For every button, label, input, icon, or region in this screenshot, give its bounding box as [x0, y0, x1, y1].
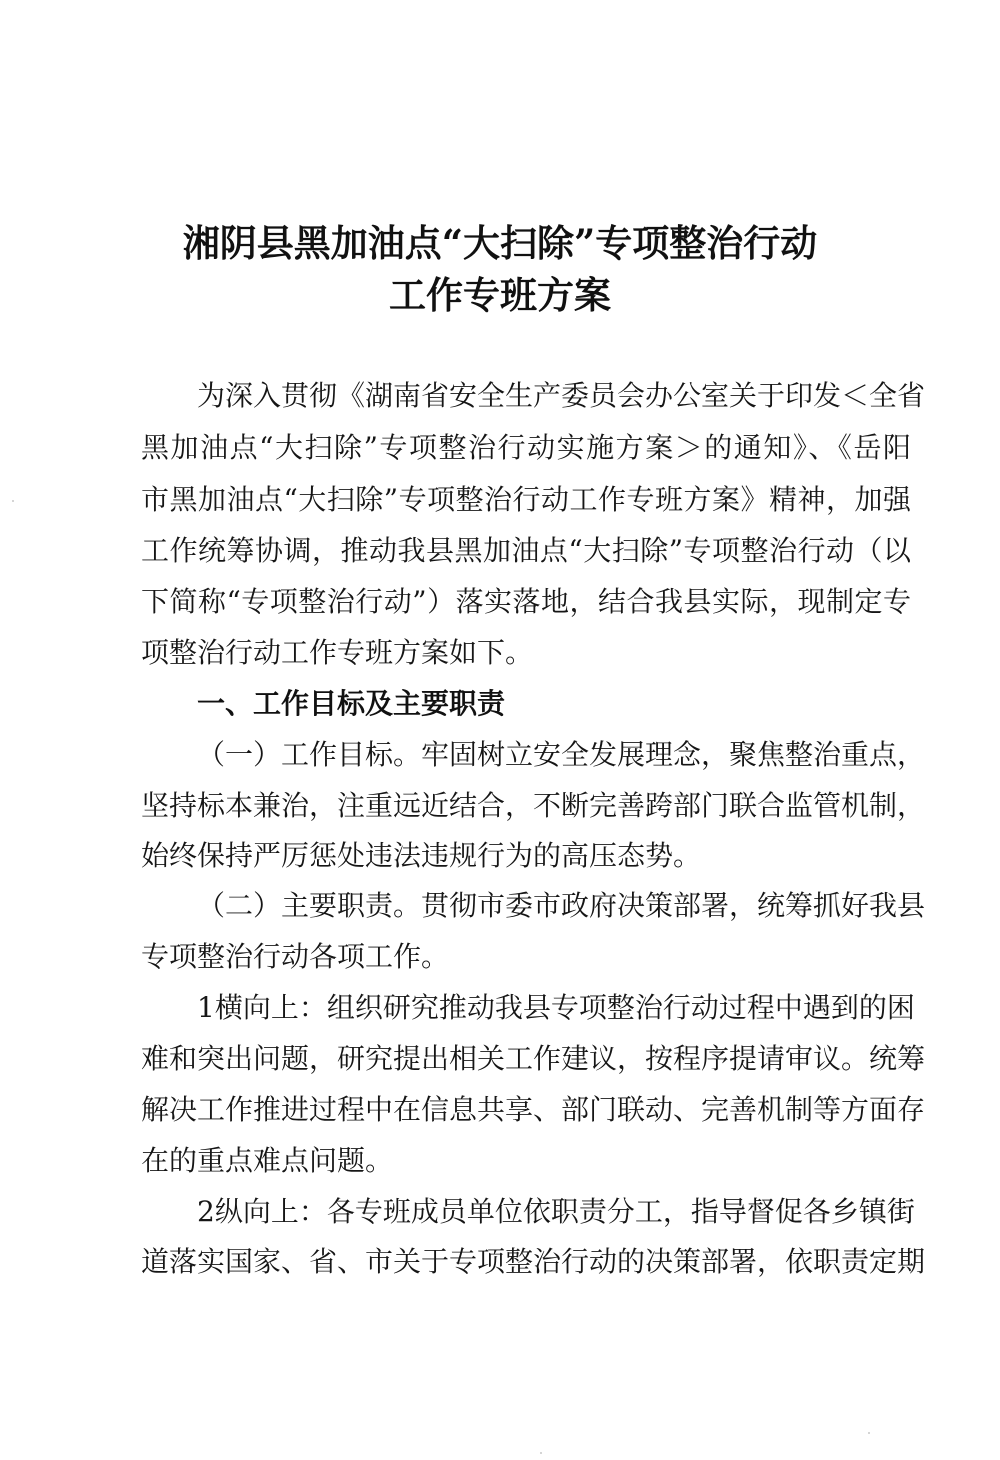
- scan-speck: [12, 500, 14, 502]
- duty-line-1: （二）主要职责。贯彻市委市政府决策部署，统筹抓好我县: [197, 889, 926, 922]
- intro-line-5: 下简称“专项整治行动”）落实落地，结合我县实际，现制定专: [141, 585, 911, 618]
- intro-line-4: 工作统筹协调，推动我县黑加油点“大扫除”专项整治行动（以: [141, 534, 911, 567]
- scan-speck: [868, 1432, 870, 1434]
- section-heading: 一、工作目标及主要职责: [197, 687, 506, 720]
- item2-line-2: 道落实国家、省、市关于专项整治行动的决策部署，依职责定期: [141, 1245, 926, 1278]
- intro-line-2: 黑加油点“大扫除”专项整治行动实施方案＞的通知》、《岳阳: [141, 431, 911, 464]
- duty-line-2: 专项整治行动各项工作。: [141, 940, 450, 973]
- item1-line-2: 难和突出问题，研究提出相关工作建议，按程序提请审议。统筹: [141, 1042, 926, 1075]
- document-title-line-1: 湘阴县黑加油点“大扫除”专项整治行动: [182, 221, 818, 265]
- document-title-line-2: 工作专班方案: [389, 273, 611, 317]
- intro-line-6: 项整治行动工作专班方案如下。: [141, 636, 534, 669]
- item1-line-3: 解决工作推进过程中在信息共享、部门联动、完善机制等方面存: [141, 1093, 926, 1126]
- goal-line-3: 始终保持严厉惩处违法违规行为的高压态势。: [141, 839, 702, 872]
- item2-line-1: 2纵向上：各专班成员单位依职责分工，指导督促各乡镇街: [197, 1195, 915, 1228]
- goal-line-1: （一）工作目标。牢固树立安全发展理念，聚焦整治重点，: [197, 738, 926, 771]
- scan-speck: [540, 1452, 542, 1454]
- item1-line-4: 在的重点难点问题。: [141, 1144, 394, 1177]
- goal-line-2: 坚持标本兼治，注重远近结合，不断完善跨部门联合监管机制，: [141, 789, 926, 822]
- intro-line-1: 为深入贯彻《湖南省安全生产委员会办公室关于印发＜全省: [197, 379, 926, 412]
- item1-line-1: 1横向上：组织研究推动我县专项整治行动过程中遇到的困: [197, 991, 915, 1024]
- intro-line-3: 市黑加油点“大扫除”专项整治行动工作专班方案》精神，加强: [141, 483, 911, 516]
